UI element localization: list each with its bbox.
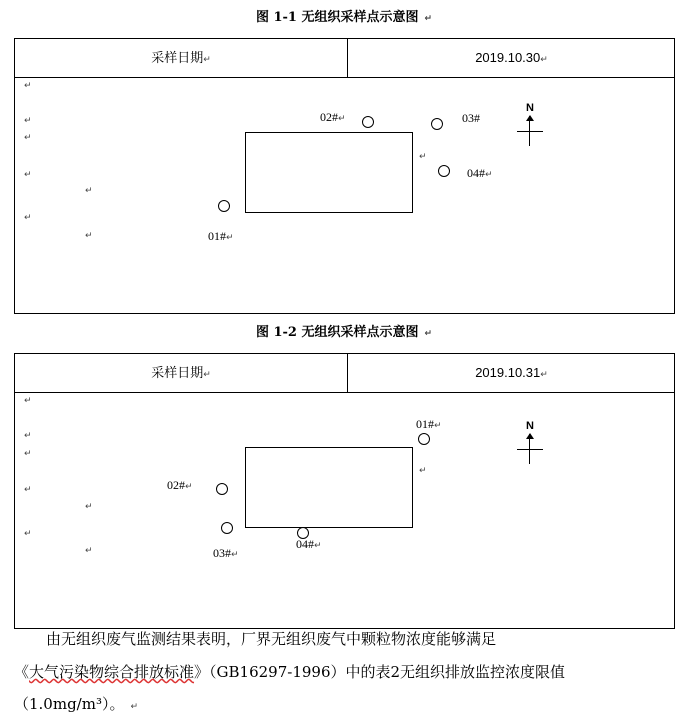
point-04-label: 04#↵ bbox=[467, 166, 493, 180]
return-mark: ↵ bbox=[24, 213, 32, 223]
point-03-label: 03# bbox=[462, 111, 480, 125]
point-01-marker bbox=[218, 200, 230, 212]
point-02-label: 02#↵ bbox=[320, 110, 346, 124]
point-01-marker bbox=[418, 433, 430, 445]
point-03-marker bbox=[221, 522, 233, 534]
figure1-title: 图 1-1 无组织采样点示意图 ↵ bbox=[255, 10, 433, 25]
point-04-label: 04#↵ bbox=[296, 537, 322, 551]
return-mark: ↵ bbox=[85, 546, 93, 556]
figure2-title: 图 1-2 无组织采样点示意图 ↵ bbox=[255, 325, 433, 340]
point-04-marker bbox=[438, 165, 450, 177]
factory-boundary bbox=[245, 447, 413, 528]
north-arrow: N bbox=[515, 102, 545, 152]
point-02-marker bbox=[216, 483, 228, 495]
north-arrow: N bbox=[515, 420, 545, 470]
figure2-date-value: 2019.10.31↵ bbox=[475, 365, 548, 380]
point-03-marker bbox=[431, 118, 443, 130]
standard-name: 大气污染物综合排放标准 bbox=[29, 663, 195, 681]
return-mark: ↵ bbox=[24, 116, 32, 126]
return-mark: ↵ bbox=[24, 133, 32, 143]
result-paragraph-line3: （1.0mg/m³）。 ↵ bbox=[14, 695, 139, 713]
result-paragraph-line1: 由无组织废气监测结果表明，厂界无组织废气中颗粒物浓度能够满足 bbox=[46, 630, 497, 648]
return-mark: ↵ bbox=[24, 529, 32, 539]
point-01-label: 01#↵ bbox=[208, 229, 234, 243]
return-mark: ↵ bbox=[24, 485, 32, 495]
return-mark: ↵ bbox=[419, 152, 427, 162]
return-mark: ↵ bbox=[24, 449, 32, 459]
return-mark: ↵ bbox=[419, 466, 427, 476]
figure2-date-label: 采样日期↵ bbox=[151, 365, 211, 380]
return-mark: ↵ bbox=[85, 231, 93, 241]
figure1-date-value: 2019.10.30↵ bbox=[475, 50, 548, 65]
return-mark: ↵ bbox=[85, 502, 93, 512]
figure2-box bbox=[14, 353, 675, 629]
factory-boundary bbox=[245, 132, 413, 213]
return-mark: ↵ bbox=[24, 431, 32, 441]
figure1-header-line bbox=[15, 77, 674, 78]
figure2-header-line bbox=[15, 392, 674, 393]
point-01-label: 01#↵ bbox=[416, 417, 442, 431]
result-paragraph-line2: 《大气污染物综合排放标准》（GB16297-1996）中的表2无组织排放监控浓度限值 bbox=[14, 663, 566, 681]
figure1-date-label: 采样日期↵ bbox=[151, 50, 211, 65]
return-mark: ↵ bbox=[24, 396, 32, 406]
point-02-label: 02#↵ bbox=[167, 478, 193, 492]
return-mark: ↵ bbox=[24, 170, 32, 180]
return-mark: ↵ bbox=[85, 186, 93, 196]
point-02-marker bbox=[362, 116, 374, 128]
figure1-box bbox=[14, 38, 675, 314]
return-mark: ↵ bbox=[24, 81, 32, 91]
point-03-label: 03#↵ bbox=[213, 546, 239, 560]
